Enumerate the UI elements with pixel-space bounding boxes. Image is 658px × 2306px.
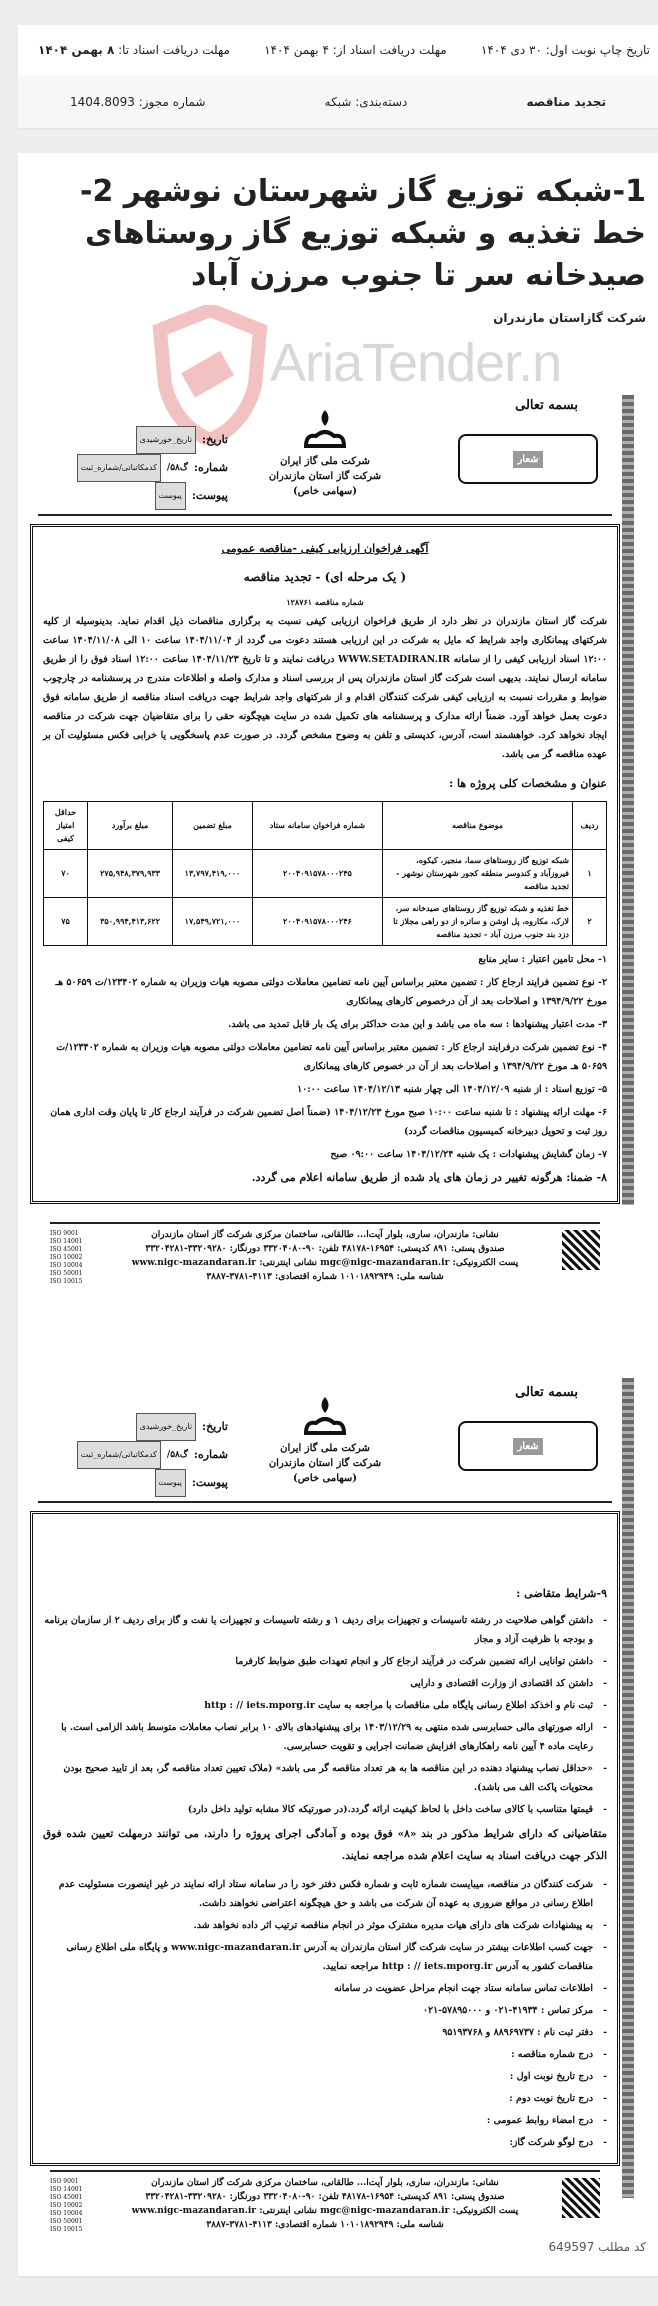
iso-list: ISO 9001 ISO 14001 ISO 45001 ISO 10002 ISO 10004 ISO 50001 ISO 10015 bbox=[50, 1230, 83, 1285]
list-item: - داشتن کد اقتصادی از وزارت اقتصادی و دارایی bbox=[43, 1674, 607, 1693]
postal-phone: صندوق پستی: ۸۹۱ کدپستی: ۱۶۹۵۴-۴۸۱۷۸ تلفن: ۹۰-۳۳۲۰۴۰۸۰ دورنگار: ۳۳۲۰۹۲۸۰-۳۳۲۰۴۲۸۱ bbox=[145, 2192, 505, 2202]
notice-subtitle: ( یک مرحله ای) - تجدید مناقصه bbox=[243, 570, 407, 584]
article-code: کد مطلب 649597 bbox=[548, 2240, 646, 2254]
col-min-score: حداقل امتیاز کیفی bbox=[44, 802, 88, 850]
cell: خط تغذیه و شبکه توزیع گاز روستاهای صیدخانه سر، لارک، مکاروه، پل اوشن و ساتره از دو راهی مجلاز تا دزد بند جنوب مرزن آباد - تجدید مناقصه bbox=[383, 898, 573, 946]
doc-to-label: مهلت دریافت اسناد تا: bbox=[114, 43, 230, 57]
cell: ۲۷۵,۹۴۸,۳۷۹,۹۳۳ bbox=[88, 850, 173, 898]
requirements-list bbox=[43, 1611, 607, 1819]
cell: ۷۰ bbox=[44, 850, 88, 898]
qr-code-icon bbox=[562, 2178, 600, 2218]
notice-title: آگهی فراخوان ارزیابی کیفی -مناقصه عمومی bbox=[221, 542, 429, 555]
watermark-logo: AriaTender.n bbox=[270, 333, 562, 393]
number-label: شماره: bbox=[193, 1448, 228, 1461]
list-item: - داشتن توانایی ارائه تضمین شرکت در فرآیند ارجاع کار و انجام تعهدات طبق ضوابط کارفرما bbox=[43, 1652, 607, 1671]
scan-edge bbox=[622, 1378, 634, 2198]
doc-to-date bbox=[38, 43, 230, 57]
gas-flame-logo-icon bbox=[302, 1395, 348, 1439]
nigc-logo bbox=[255, 1395, 395, 1486]
list-item: - قیمتها متناسب با کالای ساخت داخل با لحاظ کیفیت ارائه گردد.(در صورتیکه کالا مشابه تولید داخل دارد) bbox=[43, 1800, 607, 1819]
letterhead bbox=[30, 1385, 620, 1495]
cell: شبکه توزیع گاز روستاهای سما، منجیر، کیکوه، فیروزآباد و کندوسر منطقه کجور شهرستان نوشهر - تجدید مناقصه bbox=[383, 850, 573, 898]
attachment-label: پیوست: bbox=[191, 1476, 228, 1489]
national-id: شناسه ملی: ۱۰۱۰۱۸۹۲۹۴۹ شماره اقتصادی: ۴۱۱۳-۳۷۸۱-۳۸۸۷ bbox=[206, 2220, 444, 2230]
divider bbox=[38, 1501, 612, 1503]
slogan-box bbox=[458, 1421, 598, 1471]
email-website: پست الکترونیکی: mgc@nigc-mazandaran.ir نشانی اینترنتی: www.nigc-mazandaran.ir bbox=[131, 1258, 519, 1268]
col-guarantee: مبلغ تضمین bbox=[173, 802, 253, 850]
projects-heading: عنوان و مشخصات کلی پروژه ها : bbox=[449, 777, 607, 790]
list-item: ۴- نوع تضمین شرکت درفرایند ارجاع کار : تضمین معتبر براساس آیین نامه تضامین معاملات دولتی مصوبه هیات وزیران به شماره ۱۲۳۴۰۲/ت ۵۰۶۵۹ هـ مورخ ۱۳۹۴/۹/۲۲ و اصلاحات بعد از آن در خصوص کارهای پیمانکاری bbox=[56, 1042, 607, 1072]
doc-from-date: مهلت دریافت اسناد از: ۴ بهمن ۱۴۰۴ bbox=[264, 43, 447, 57]
number-stamp: کدمکاتباتی/شماره_ثبت bbox=[77, 454, 161, 482]
cell: ۲ bbox=[573, 898, 607, 946]
address: نشانی: مازندران، ساری، بلوار آیت‌ا... طالقانی، ساختمان مرکزی شرکت گاز استان مازندران bbox=[151, 1230, 499, 1240]
col-estimate: مبلغ برآورد bbox=[88, 802, 173, 850]
list-item: - اطلاعات تماس سامانه ستاد جهت انجام مراحل عضویت در سامانه bbox=[43, 1979, 607, 1998]
attachment-stamp: پیوست bbox=[155, 482, 186, 510]
conditions-heading: ۹-شرایط متقاضی : bbox=[516, 1587, 607, 1600]
col-setad-number: شماره فراخوان سامانه ستاد bbox=[252, 802, 382, 850]
slogan-box bbox=[458, 434, 598, 484]
tender-info-card bbox=[18, 25, 658, 128]
cell: ۳۵۰,۹۹۴,۴۱۳,۶۲۲ bbox=[88, 898, 173, 946]
notes-list bbox=[43, 1875, 607, 2152]
projects-table bbox=[43, 801, 607, 946]
letter-meta bbox=[58, 426, 228, 510]
list-item: - «حداقل نصاب پیشنهاد دهنده در این مناقصه ها به هر تعداد مناقصه گر می باشد» (ملاک تعیین تعداد مناقصه گر، بعد از تایید صحیح بودن محتویات پاکت الف می باشد). bbox=[43, 1759, 607, 1797]
list-item: - داشتن گواهی صلاحیت در رشته تاسیسات و تجهیزات برای ردیف ۱ و رشته تاسیسات و تجهیزات یا نفت و گاز برای ردیف ۲ از سازمان برنامه و بودجه با ظرفیت آزاد و مجاز bbox=[43, 1611, 607, 1649]
bismillah: بسمه تعالی bbox=[515, 1385, 578, 1400]
page-title: 1-شبکه توزیع گاز شهرستان نوشهر 2-خط تغذیه و شبکه توزیع گاز روستاهای صیدخانه سر تا جنوب مرزن آباد bbox=[80, 174, 646, 293]
divider bbox=[38, 514, 612, 516]
cell: ۱۷,۵۴۹,۷۲۱,۰۰۰ bbox=[173, 898, 253, 946]
number-stamp: کدمکاتباتی/شماره_ثبت bbox=[77, 1441, 161, 1469]
conditions-box bbox=[30, 1511, 620, 2166]
number-value: گ۵۸/ bbox=[166, 463, 188, 473]
number-value: گ۵۸/ bbox=[166, 1450, 188, 1460]
list-item: - دفتر ثبت نام : ۸۸۹۶۹۷۳۷ و ۹۵۱۹۳۷۶۸ bbox=[43, 2023, 607, 2042]
doc-to-value: ۸ بهمن ۱۴۰۴ bbox=[38, 43, 115, 57]
list-item: ۷- زمان گشایش پیشنهادات : یک شنبه ۱۴۰۴/۱۲/۲۴ ساعت ۰۹:۰۰ صبح bbox=[330, 1149, 607, 1160]
notice-box bbox=[30, 524, 620, 1204]
list-item: ۶- مهلت ارائه پیشنهاد : تا شنبه ساعت ۱۰:۰۰ صبح مورخ ۱۴۰۴/۱۲/۲۳ (ضمناً اصل تضمین شرکت در فرآیند ارجاع کار تا پایان وقت اداری همان روز ثبت و تحویل دبیرخانه کمیسیون مناقصات گردد) bbox=[50, 1107, 607, 1137]
meta-row bbox=[18, 75, 658, 128]
col-subject: موضوع مناقصه bbox=[383, 802, 573, 850]
list-item: - ثبت نام و اخذکد اطلاع رسانی پایگاه ملی مناقصات با مراجعه به سایت http : // iets.mporg.ir bbox=[43, 1696, 607, 1715]
org-name-1: شرکت ملی گاز ایران bbox=[280, 456, 370, 467]
list-item: ۸- ضمنا: هرگونه تغییر در زمان های یاد شده از طریق سامانه اعلام می گردد. bbox=[251, 1171, 607, 1184]
letterhead bbox=[30, 398, 620, 508]
nigc-logo bbox=[255, 408, 395, 499]
cell: ۷۵ bbox=[44, 898, 88, 946]
list-item: - به پیشنهادات شرکت های دارای هیات مدیره مشترک موثر در انجام مناقصه ترتیب اثر داده نخواهد شد. bbox=[43, 1916, 607, 1935]
list-item: - جهت کسب اطلاعات بیشتر در سایت شرکت گاز استان مازندران به آدرس www.nigc-mazandaran.ir و پایگاه ملی اطلاع رسانی مناقصات کشور به آدرس http : // iets.mporg.ir مراجعه نمایید. bbox=[43, 1938, 607, 1976]
tender-number: شماره مناقصه ۱۲۸۷۶۱ bbox=[286, 597, 364, 607]
number-label: شماره: bbox=[193, 461, 228, 474]
list-item: - درج لوگو شرکت گاز: bbox=[43, 2133, 607, 2152]
conditions-list bbox=[43, 950, 607, 1187]
category: دسته‌بندی: شبکه bbox=[324, 94, 408, 109]
list-item: - شرکت کنندگان در مناقصه، میبایست شماره ثابت و شماره فکس دفتر خود را در سامانه ستاد ارائه نمایند در غیر اینصورت مسئولیت عدم اطلاع رسانی در مواقع ضروری به عهده آن شرکت می باشد و حق هیچگونه اعتراضی نخواهند داشت. bbox=[43, 1875, 607, 1913]
cell: ۲۰۰۴۰۹۱۵۷۸۰۰۰۲۴۵ bbox=[252, 850, 382, 898]
list-item: - مرکز تماس : ۴۱۹۳۴-۰۲۱ و ۵۷۸۹۵۰۰۰-۰۲۱ bbox=[43, 2001, 607, 2020]
slogan-stamp: شعار bbox=[513, 1438, 542, 1455]
list-item: - درج امضاء روابط عمومی : bbox=[43, 2111, 607, 2130]
company-link[interactable]: شرکت گازاستان مازندران bbox=[493, 311, 646, 325]
tender-type: تجدید مناقصه bbox=[526, 94, 606, 109]
date-label: تاریخ: bbox=[202, 433, 228, 446]
table-row bbox=[44, 850, 607, 898]
table-header-row bbox=[44, 802, 607, 850]
scan-edge bbox=[622, 395, 634, 1205]
date-stamp: تاریخ_خورشیدی bbox=[136, 1413, 196, 1441]
cell: ۲۰۰۴۰۹۱۵۷۸۰۰۰۲۴۶ bbox=[252, 898, 382, 946]
list-item: ۳- مدت اعتبار پیشنهادها : سه ماه می باشد و این مدت حداکثر برای یک بار قابل تمدید می باشد. bbox=[228, 1019, 607, 1030]
list-item: - درج شماره مناقصه : bbox=[43, 2045, 607, 2064]
notice-intro: شرکت گاز استان مازندران در نظر دارد از طریق فراخوان ارزیابی کیفی نسبت به برگزاری مناقصات ذیل اقدام نماید. بدینوسیله از کلیه شرکتهای پیمانکاری واجد شرایط که مایل به شرکت در این ارزیابی هستند دعوت می گردد از ۱۴۰۴/۱۱/۰۴ ساعت ۱۰ الی ۱۴۰۴/۱۱/۰۸ ساعت ۱۲:۰۰ اسناد ارزیابی کیفی را از سامانه WWW.SETADIRAN.IR دریافت نمایند و تا تاریخ ۱۴۰۴/۱۱/۲۳ ساعت ۱۲:۰۰ اسناد فوق را از طریق سامانه ارسال نمایند. بدیهی است شرکت گاز استان مازندران پس از بررسی اسناد و مدارک واصله و اطلاعات مندرج در پرسشنامه در چارچوب ضوابط و مقررات نسبت به ارزیابی کیفی شرکت کنندگان اقدام و از شرکتهای واجد شرایط جهت دریافت اسناد مناقصه از طریق سامانه فوق دعوت بعمل خواهد آورد. ضمناً ارائه مدارک و پرسشنامه های تکمیل شده در سایت هیچگونه حقی را برای متقاضیان جهت شرکت در مناقصه ایجاد نخواهد کرد. خواهشمند است، آدرس، کدپستی و تلفن به وضوح مشخص گردد. در صورت عدم پاسخگویی یا خرابی فکس مسئولیت آن بر عهده مناقصه گر می باشد. bbox=[43, 616, 607, 760]
list-item: ۲- نوع تضمین فرایند ارجاع کار : تضمین معتبر براساس آیین نامه تضامین معاملات دولتی مصوبه هیات وزیران به شماره ۱۲۳۴۰۲/ت ۵۰۶۵۹ هـ مورخ ۱۳۹۴/۹/۲۲ و اصلاحات بعد از آن درخصوص کارهای پیمانکاری bbox=[55, 977, 607, 1007]
attachment-stamp: پیوست bbox=[155, 1469, 186, 1497]
gas-flame-logo-icon bbox=[302, 408, 348, 452]
dates-row bbox=[18, 25, 658, 75]
scanned-notice-page-1 bbox=[30, 398, 620, 1284]
cell: ۱۳,۷۹۷,۴۱۹,۰۰۰ bbox=[173, 850, 253, 898]
list-item: ۱- محل تامین اعتبار : سایر منابع bbox=[478, 954, 607, 965]
letter-meta bbox=[58, 1413, 228, 1497]
date-stamp: تاریخ_خورشیدی bbox=[136, 426, 196, 454]
letter-footer bbox=[50, 2170, 600, 2232]
list-item: - درج تاریخ نوبت دوم : bbox=[43, 2089, 607, 2108]
letter-footer bbox=[50, 1222, 600, 1284]
email-website: پست الکترونیکی: mgc@nigc-mazandaran.ir نشانی اینترنتی: www.nigc-mazandaran.ir bbox=[131, 2206, 519, 2216]
list-item: - ارائه صورتهای مالی حسابرسی شده منتهی به ۱۴۰۳/۱۲/۲۹ برای پیشنهادهای بالای ۱۰ برابر نصاب معاملات متوسط باشد الزامی است. با رعایت ماده ۴ آیین نامه راهکارهای افزایش ضمانت اجرایی و تقویت حسابرسی. bbox=[43, 1718, 607, 1756]
attachment-label: پیوست: bbox=[191, 489, 228, 502]
qr-code-icon bbox=[562, 1230, 600, 1270]
iso-list: ISO 9001 ISO 14001 ISO 45001 ISO 10002 ISO 10004 ISO 50001 ISO 10015 bbox=[50, 2178, 83, 2233]
list-item: ۵- توزیع اسناد : از شنبه ۱۴۰۴/۱۲/۰۹ الی چهار شنبه ۱۴۰۴/۱۲/۱۳ ساعت ۱۰:۰۰ bbox=[297, 1084, 607, 1095]
cell: ۱ bbox=[573, 850, 607, 898]
bismillah: بسمه تعالی bbox=[515, 398, 578, 413]
postal-phone: صندوق پستی: ۸۹۱ کدپستی: ۱۶۹۵۴-۴۸۱۷۸ تلفن: ۹۰-۳۳۲۰۴۰۸۰ دورنگار: ۳۳۲۰۹۲۸۰-۳۳۲۰۴۲۸۱ bbox=[145, 1244, 505, 1254]
org-name-1: شرکت ملی گاز ایران bbox=[280, 1443, 370, 1454]
slogan-stamp: شعار bbox=[513, 451, 542, 468]
list-item: - درج تاریخ نوبت اول : bbox=[43, 2067, 607, 2086]
license-number: شماره مجوز: 1404.8093 bbox=[70, 94, 206, 109]
first-print-date: تاریخ چاپ نوبت اول: ۳۰ دی ۱۴۰۴ bbox=[480, 43, 650, 57]
org-name-2: شرکت گاز استان مازندران (سهامی خاص) bbox=[268, 1458, 382, 1484]
date-label: تاریخ: bbox=[202, 1420, 228, 1433]
address: نشانی: مازندران، ساری، بلوار آیت‌ا... طالقانی، ساختمان مرکزی شرکت گاز استان مازندران bbox=[151, 2178, 499, 2188]
national-id: شناسه ملی: ۱۰۱۰۱۸۹۲۹۴۹ شماره اقتصادی: ۴۱۱۳-۳۷۸۱-۳۸۸۷ bbox=[206, 1272, 444, 1282]
table-row bbox=[44, 898, 607, 946]
scanned-notice-page-2 bbox=[30, 1385, 620, 2232]
col-row: ردیف bbox=[573, 802, 607, 850]
applicants-paragraph: متقاضیانی که دارای شرایط مذکور در بند «۸» فوق بوده و آمادگی اجرای پروژه را دارند، می توانند درمهلت تعیین شده فوق الذکر جهت دریافت اسناد به سایت اعلام شده مراجعه نمایند. bbox=[43, 1828, 608, 1862]
org-name-2: شرکت گاز استان مازندران (سهامی خاص) bbox=[268, 471, 382, 497]
